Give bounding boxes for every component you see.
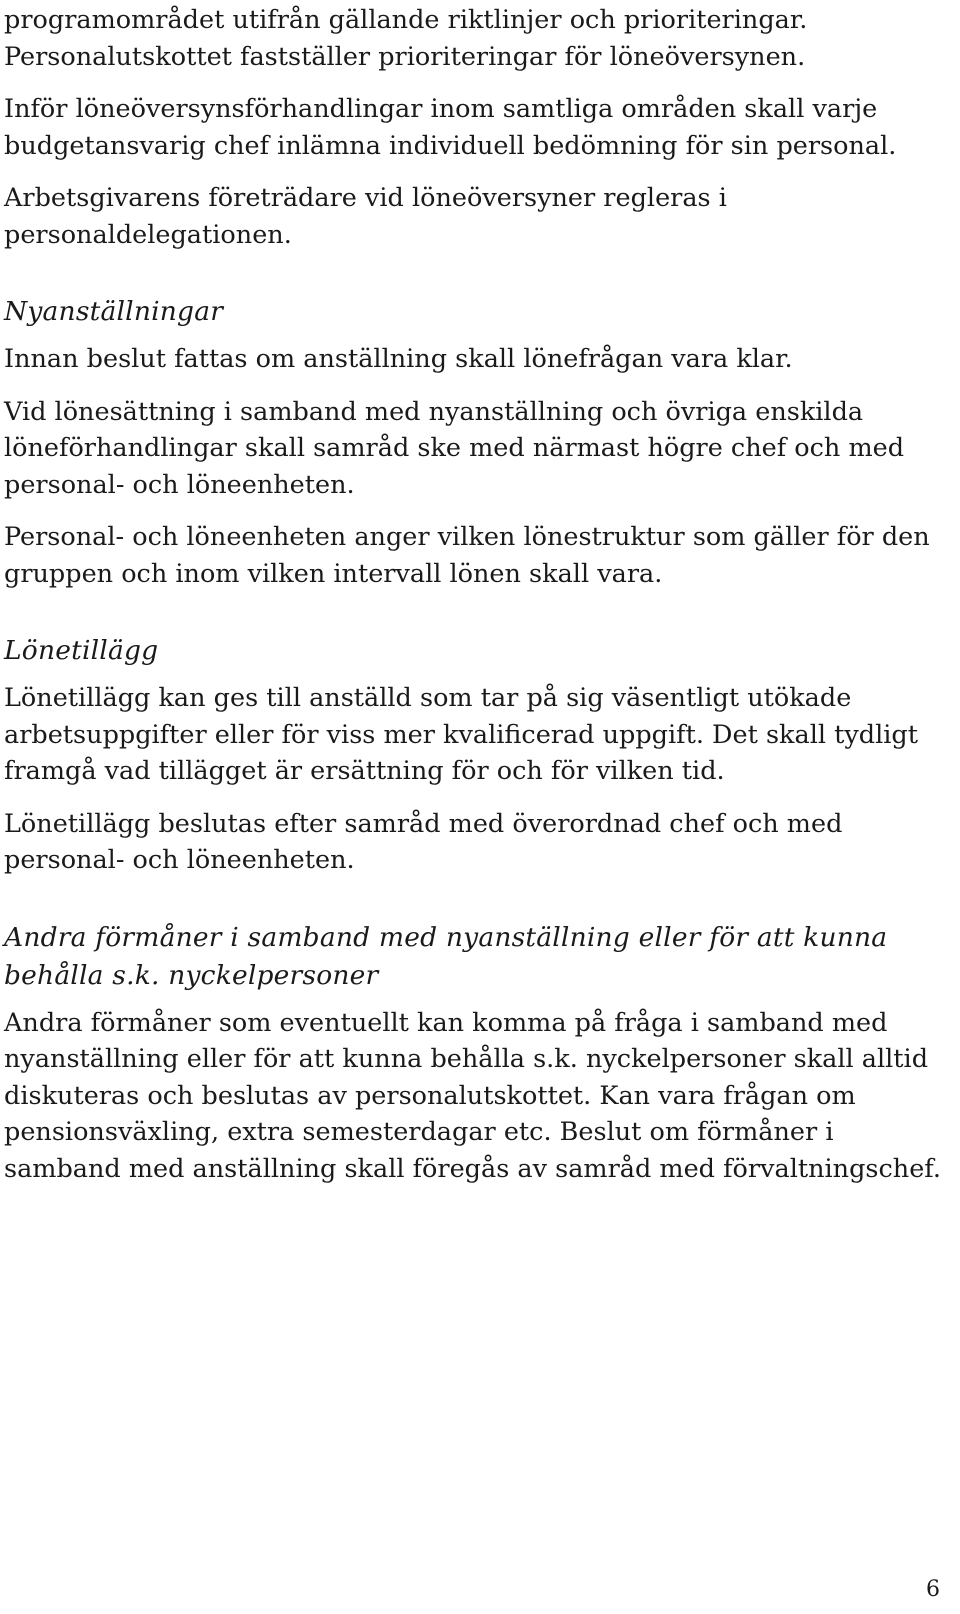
section-heading-lonetillagg: Lönetillägg [4, 635, 159, 666]
section-paragraph: Personal- och löneenheten anger vilken lönestruktur som gäller för den gruppen och inom vilken intervall lönen skall vara. [4, 522, 930, 589]
document-body [4, 2, 950, 1187]
intro-paragraph: Arbetsgivarens företrädare vid löneöversyner regleras i personaldelegationen. [4, 183, 727, 250]
section-heading-andra-formaner: Andra förmåner i samband med nyanställning eller för att kunna behålla s.k. nyckelpersoner [4, 921, 888, 991]
section-paragraph: Andra förmåner som eventuellt kan komma på fråga i samband med nyanställning eller för att kunna behålla s.k. nyckelpersoner skall alltid diskuteras och beslutas av personalutskottet. Kan vara frågan om pensionsväxling, extra semesterdagar etc. Beslut om förmåner i samband med anställning skall föregås av samråd med förvaltningschef. [4, 1007, 941, 1184]
section-heading-nyanstallningar: Nyanställningar [4, 296, 224, 327]
section-paragraph: Vid lönesättning i samband med nyanställning och övriga enskilda löneförhandlingar skall samråd ske med närmast högre chef och med personal- och löneenheten. [4, 396, 905, 500]
section-paragraph: Innan beslut fattas om anställning skall lönefrågan vara klar. [4, 344, 793, 374]
intro-paragraph: Inför löneöversynsförhandlingar inom samtliga områden skall varje budgetansvarig chef inlämna individuell bedömning för sin personal. [4, 94, 897, 161]
section-paragraph: Lönetillägg kan ges till anställd som tar på sig väsentligt utökade arbetsuppgifter eller för viss mer kvalificerad uppgift. Det skall tydligt framgå vad tillägget är ersättning för och för vilken tid. [4, 683, 918, 786]
section-paragraph: Lönetillägg beslutas efter samråd med överordnad chef och med personal- och löneenheten. [4, 808, 843, 875]
intro-paragraph: programområdet utifrån gällande riktlinjer och prioriteringar. Personalutskottet fastställer prioriteringar för löneöversynen. [4, 5, 808, 72]
page-number: 6 [926, 1577, 940, 1602]
